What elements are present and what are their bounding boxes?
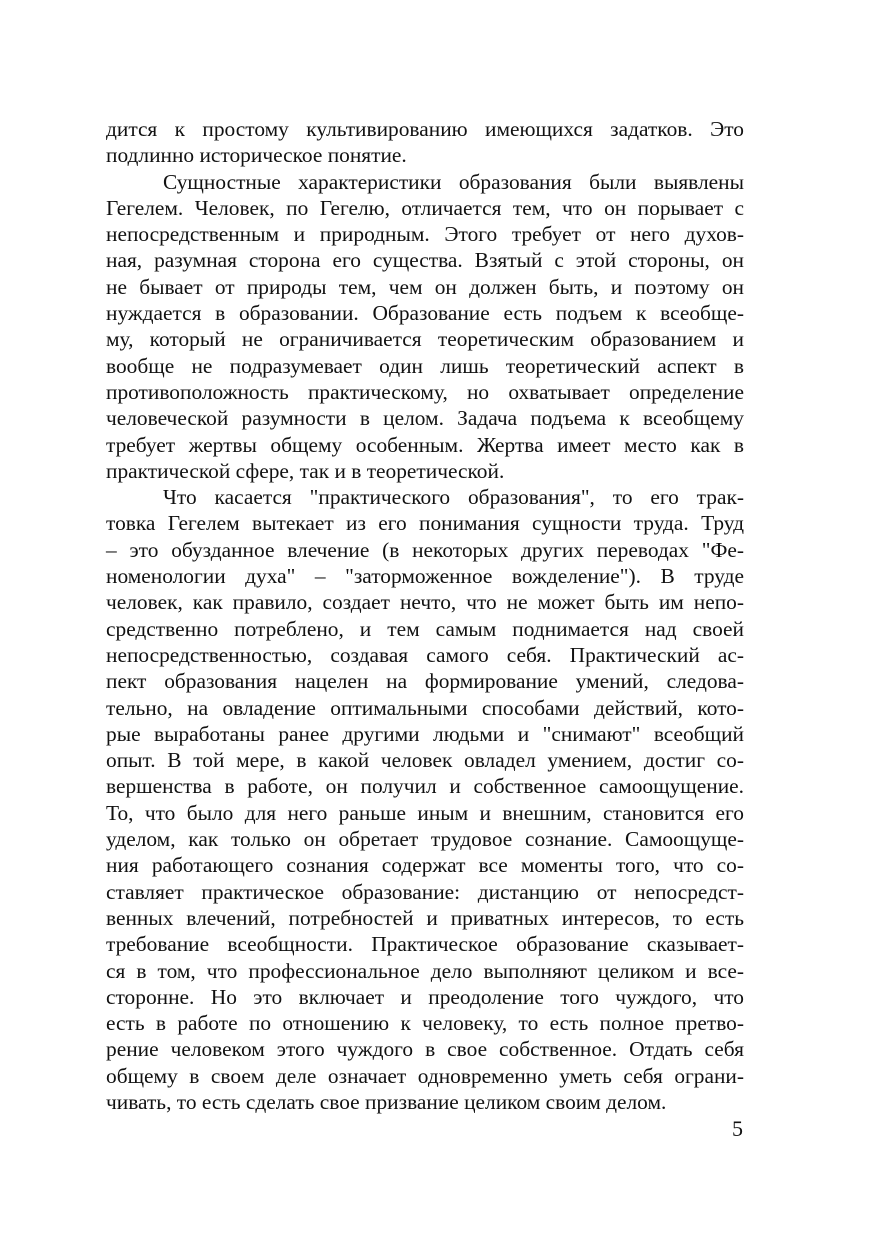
text-line: Сущностные характеристики образования были выявлены xyxy=(163,169,744,194)
text-line: тельно, на овладение оптимальными способами действий, кото- xyxy=(106,695,744,720)
text-line: уделом, как только он обретает трудовое сознание. Самоощуще- xyxy=(106,827,744,852)
text-line: товка Гегелем вытекает из его понимания сущности труда. Труд xyxy=(106,511,744,536)
text-line: номенологии духа" – "заторможенное вожделение"). В труде xyxy=(106,564,744,589)
text-line: сторонне. Но это включает и преодоление того чуждого, что xyxy=(106,984,744,1009)
text-line: противоположность практическому, но охватывает определение xyxy=(106,379,744,404)
text-line: практической сфере, так и в теоретической. xyxy=(106,458,505,483)
text-line: есть в работе по отношению к человеку, то есть полное претво- xyxy=(106,1011,744,1036)
text-line: человеческой разумности в целом. Задача подъема к всеобщему xyxy=(106,406,744,431)
text-line: вообще не подразумевает один лишь теоретический аспект в xyxy=(106,353,744,378)
text-line: подлинно историческое понятие. xyxy=(106,143,407,168)
text-line: не бывает от природы тем, чем он должен быть, и поэтому он xyxy=(106,274,744,299)
text-line: требование всеобщности. Практическое образование сказывает- xyxy=(106,932,744,957)
text-line: ная, разумная сторона его существа. Взятый с этой стороны, он xyxy=(106,248,744,273)
text-line: Что касается "практического образования", то его трак- xyxy=(163,485,744,510)
text-line: общему в своем деле означает одновременно уметь себя ограни- xyxy=(106,1063,744,1088)
text-line: требует жертвы общему особенным. Жертва имеет место как в xyxy=(106,432,744,457)
text-line: непосредственностью, создавая самого себя. Практический ас- xyxy=(106,642,744,667)
page-body xyxy=(106,116,744,1115)
text-line: опыт. В той мере, в какой человек овладел умением, достиг со- xyxy=(106,748,744,773)
text-line: Гегелем. Человек, по Гегелю, отличается тем, что он порывает с xyxy=(106,195,744,220)
text-line: рение человеком этого чуждого в свое собственное. Отдать себя xyxy=(106,1037,744,1062)
text-line: рые выработаны ранее другими людьми и "снимают" всеобщий xyxy=(106,721,744,746)
text-line: му, который не ограничивается теоретическим образованием и xyxy=(106,327,744,352)
text-line: нуждается в образовании. Образование есть подъем к всеобще- xyxy=(106,301,744,326)
text-line: ся в том, что профессиональное дело выполняют целиком и все- xyxy=(106,958,744,983)
text-line: – это обузданное влечение (в некоторых других переводах "Фе- xyxy=(106,537,744,562)
text-line: непосредственным и природным. Этого требует от него духов- xyxy=(106,222,744,247)
text-line: венных влечений, потребностей и приватных интересов, то есть xyxy=(106,905,744,930)
text-line: чивать, то есть сделать свое призвание целиком своим делом. xyxy=(106,1089,667,1114)
text-line: ставляет практическое образование: дистанцию от непосредст- xyxy=(106,879,744,904)
text-line: ния работающего сознания содержат все моменты того, что со- xyxy=(106,853,744,878)
page-number: 5 xyxy=(732,1116,743,1141)
body-text xyxy=(106,116,744,1115)
text-line: вершенства в работе, он получил и собственное самоощущение. xyxy=(106,774,744,799)
text-line: пект образования нацелен на формирование умений, следова- xyxy=(106,669,744,694)
text-line: дится к простому культивированию имеющихся задатков. Это xyxy=(106,117,744,141)
text-line: человек, как правило, создает нечто, что не может быть им непо- xyxy=(106,590,744,615)
text-line: То, что было для него раньше иным и внешним, становится его xyxy=(106,800,744,825)
text-line: средственно потреблено, и тем самым поднимается над своей xyxy=(106,616,744,641)
